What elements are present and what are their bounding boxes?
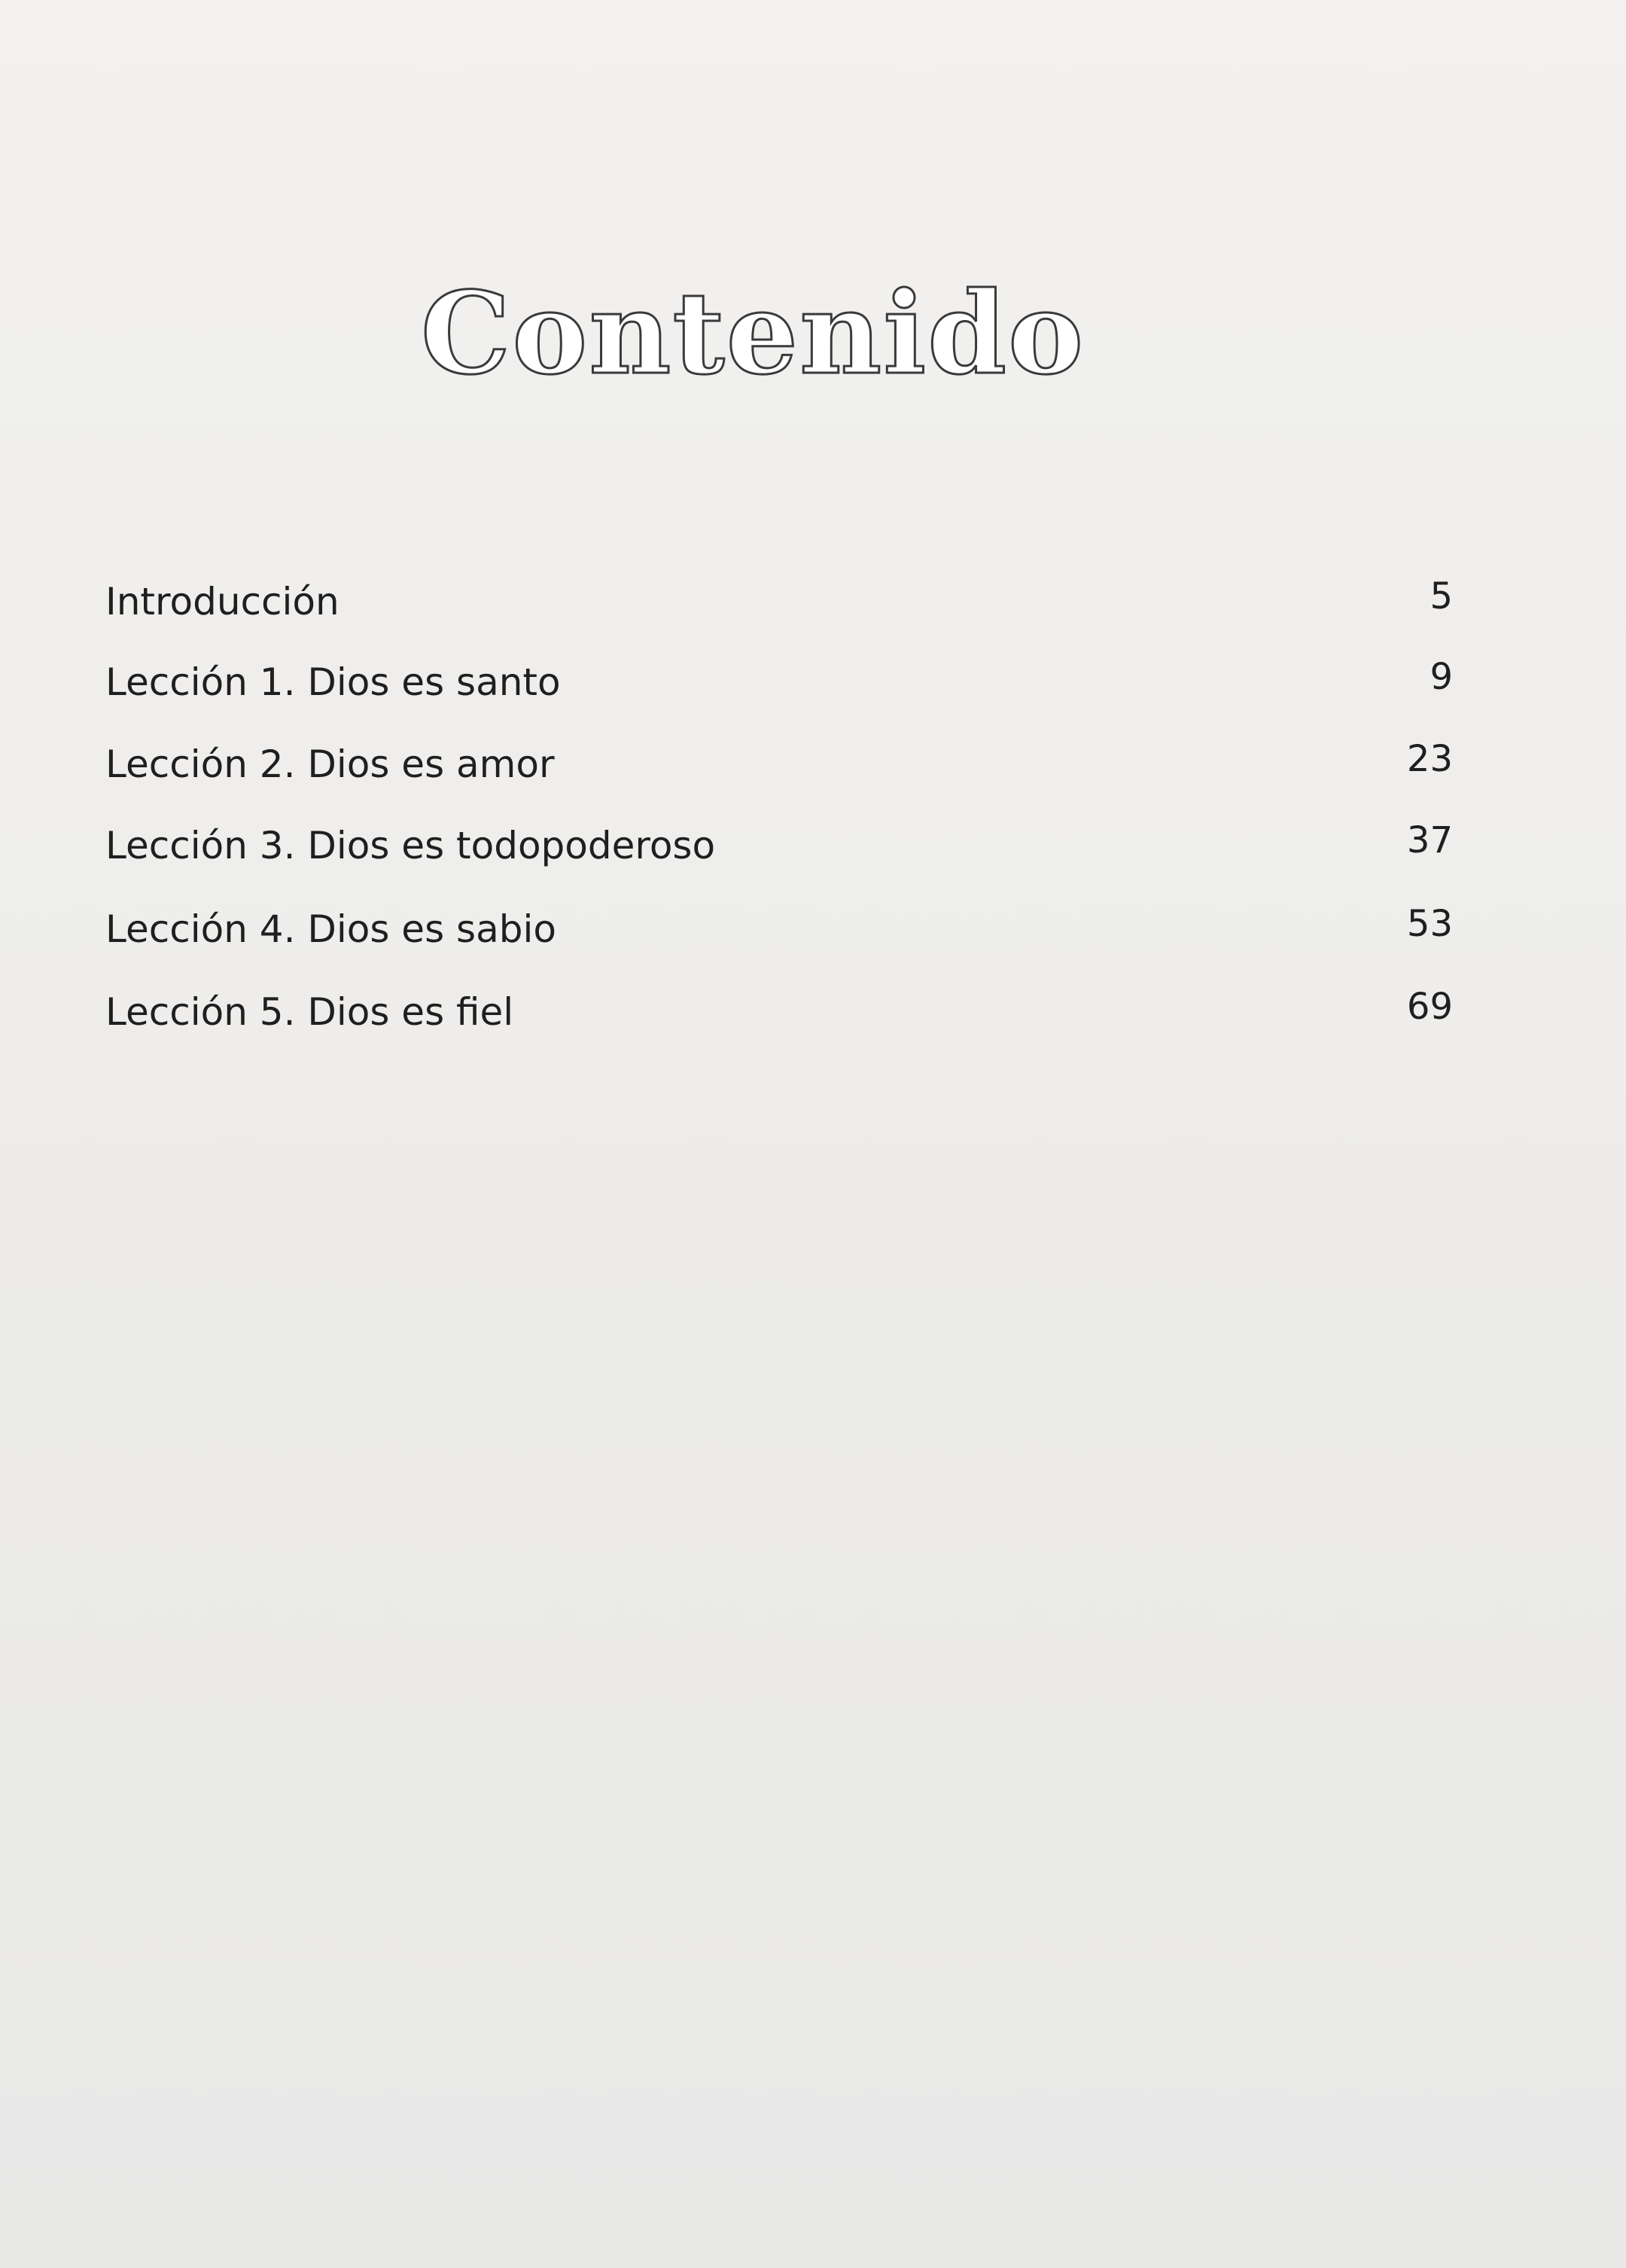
toc-entry-introduccion xyxy=(105,575,1453,640)
toc-entry-label: Lección 1. Dios es santo xyxy=(105,660,561,704)
toc-entry-page-number: 9 xyxy=(1430,656,1453,698)
toc-entry-leccion-1 xyxy=(105,656,1453,721)
toc-entry-leccion-4 xyxy=(105,903,1453,968)
toc-entry-label: Lección 2. Dios es amor xyxy=(105,742,555,786)
toc-entry-label: Lección 5. Dios es fiel xyxy=(105,990,514,1034)
toc-entry-label: Lección 3. Dios es todopoderoso xyxy=(105,824,716,867)
toc-entry-page-number: 5 xyxy=(1430,575,1453,617)
toc-entry-page-number: 53 xyxy=(1406,903,1453,945)
page-title: Contenido xyxy=(420,267,1086,400)
toc-entry-page-number: 37 xyxy=(1406,819,1453,861)
toc-entry-page-number: 69 xyxy=(1406,986,1453,1028)
toc-entry-leccion-5 xyxy=(105,986,1453,1050)
toc-entry-leccion-3 xyxy=(105,819,1453,884)
toc-entry-label: Lección 4. Dios es sabio xyxy=(105,907,556,951)
toc-entry-page-number: 23 xyxy=(1406,738,1453,780)
toc-entry-label: Introducción xyxy=(105,580,340,623)
toc-entry-leccion-2 xyxy=(105,738,1453,803)
